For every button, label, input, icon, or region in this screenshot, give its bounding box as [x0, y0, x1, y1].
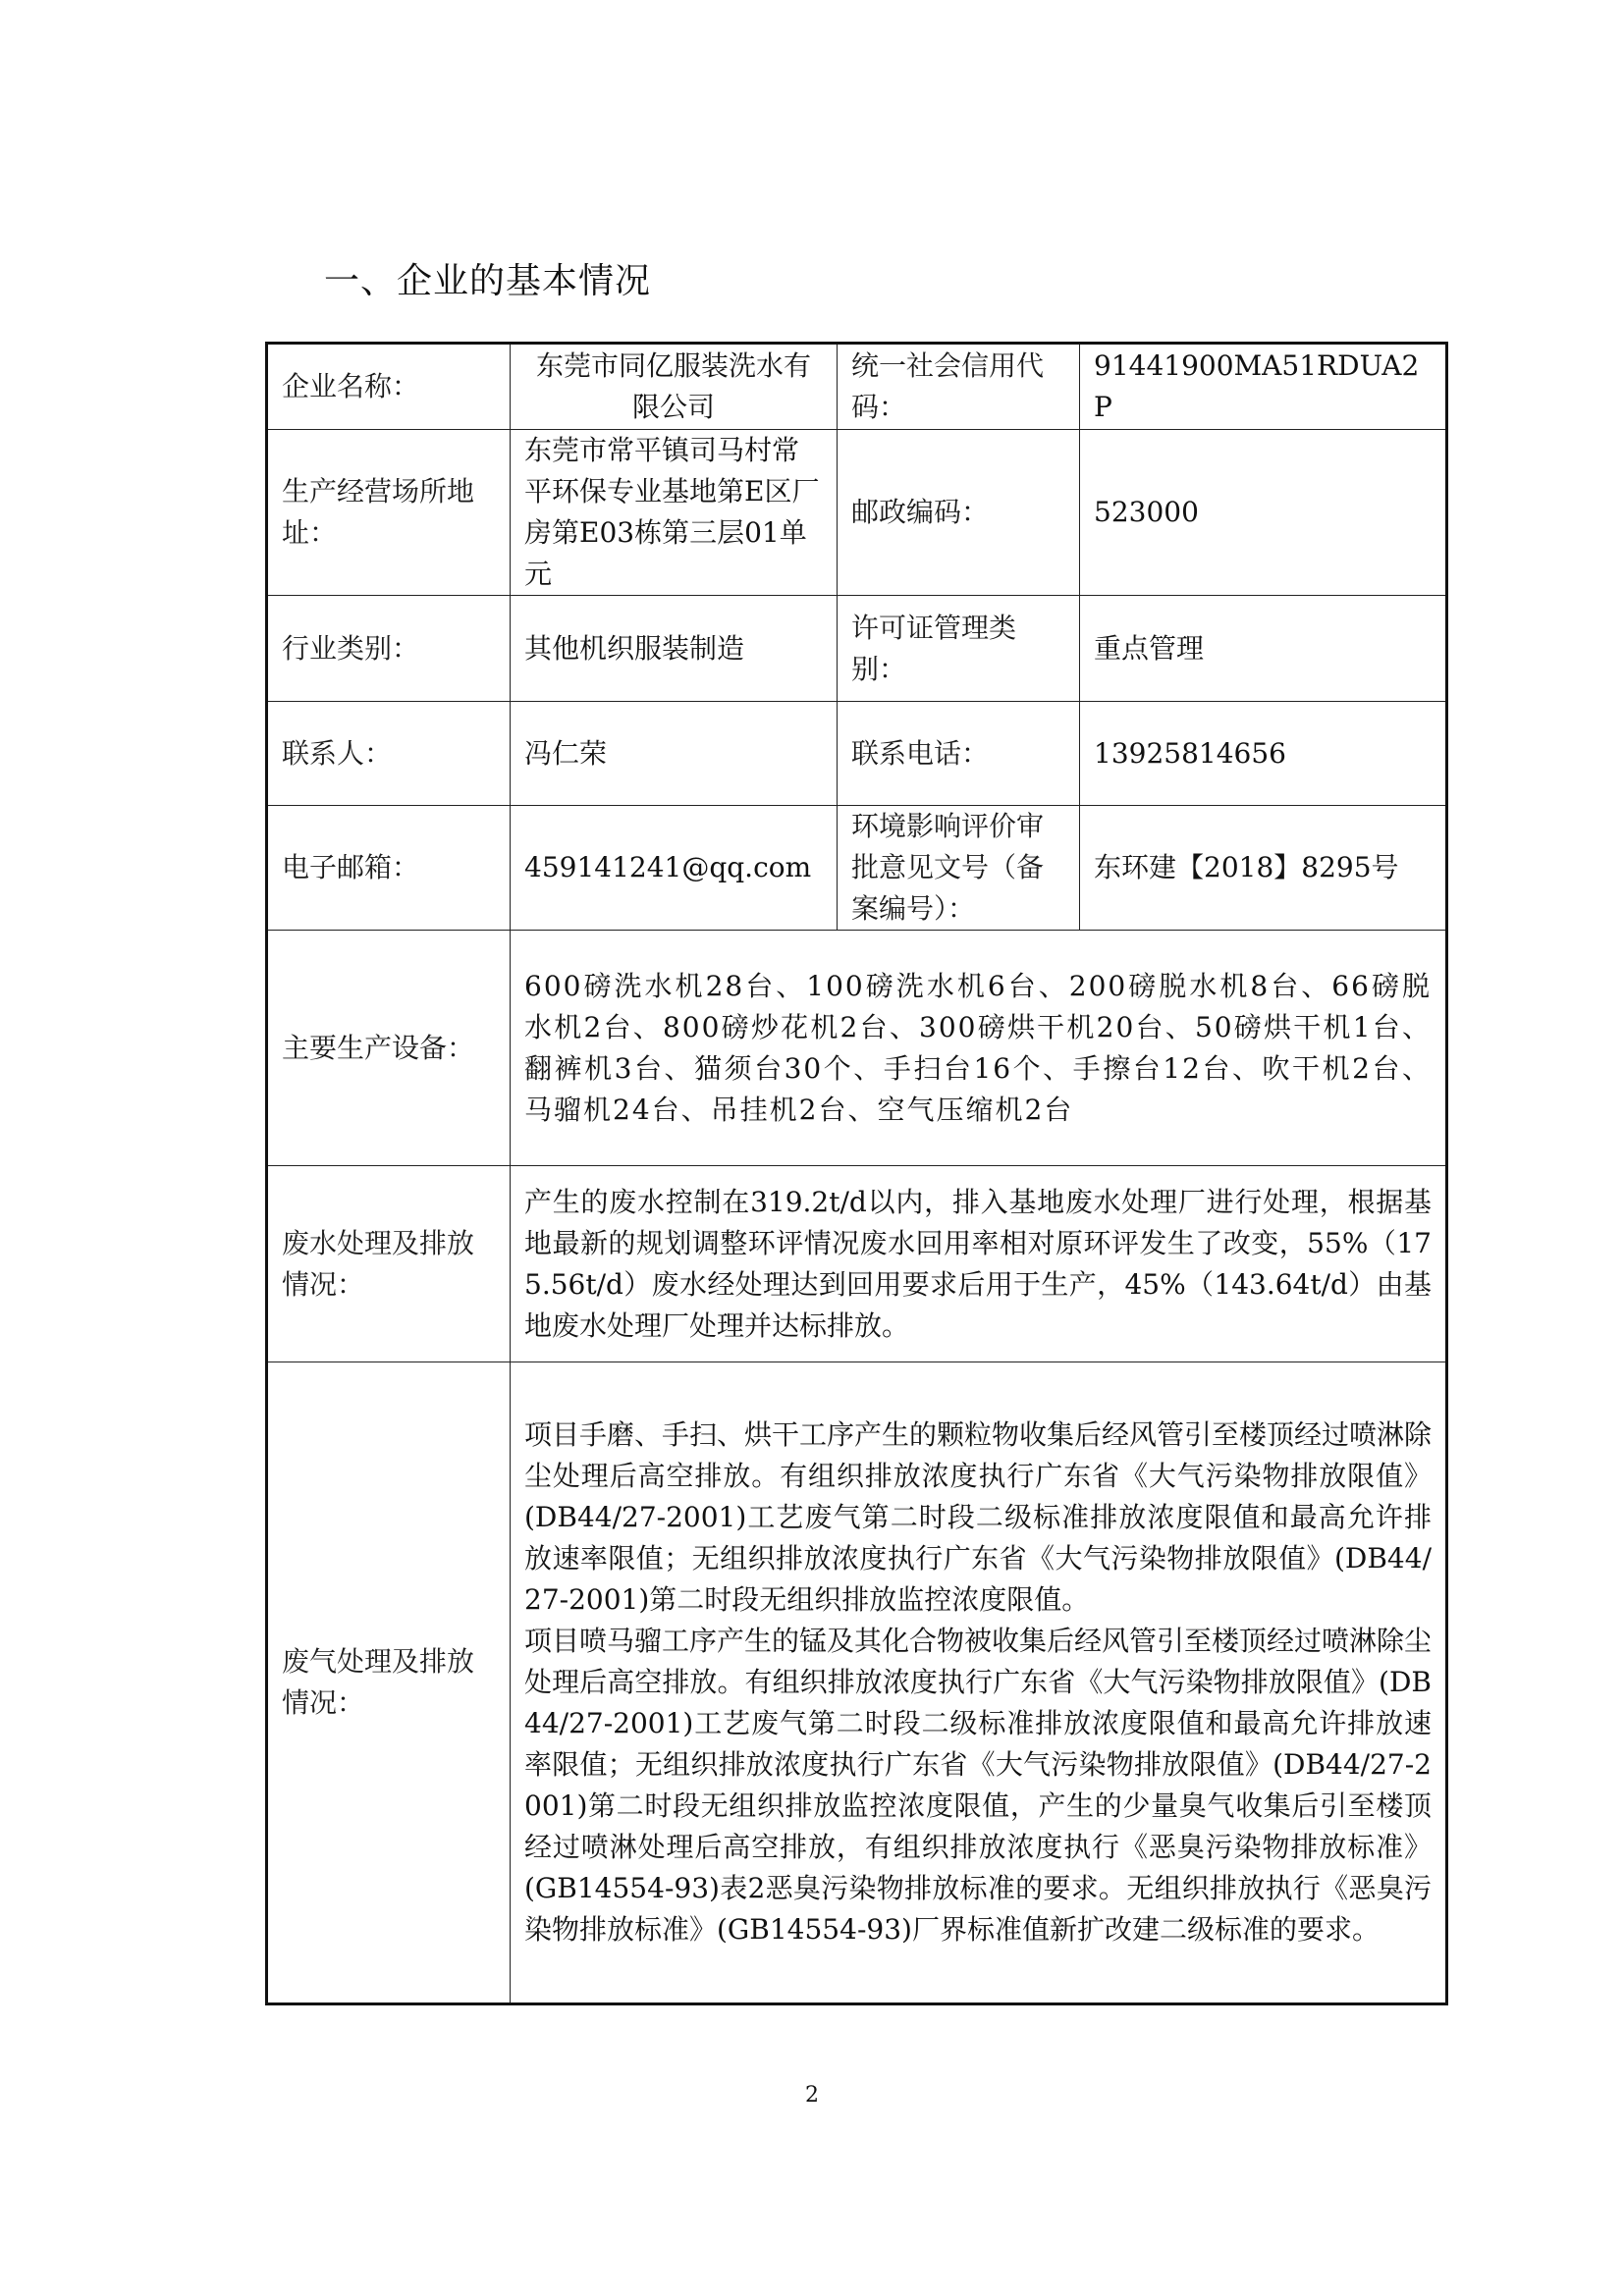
equipment-label: 主要生产设备：	[267, 931, 511, 1166]
phone-label: 联系电话：	[838, 702, 1080, 806]
industry-label: 行业类别：	[267, 596, 511, 702]
eia-approval-label: 环境影响评价审批意见文号（备案编号）：	[838, 806, 1080, 931]
table-row	[267, 430, 1447, 596]
exhaust-value	[511, 1362, 1447, 2004]
table-row	[267, 1362, 1447, 2004]
phone-value: 13925814656	[1080, 702, 1447, 806]
industry-value: 其他机织服装制造	[511, 596, 838, 702]
table-row	[267, 931, 1447, 1166]
address-value: 东莞市常平镇司马村常平环保专业基地第E区厂房第E03栋第三层01单元	[511, 430, 838, 596]
table-row	[267, 1166, 1447, 1362]
table-row	[267, 806, 1447, 931]
postal-code-value: 523000	[1080, 430, 1447, 596]
enterprise-info-table	[265, 342, 1448, 2005]
table-row	[267, 596, 1447, 702]
equipment-value: 600磅洗水机28台、100磅洗水机6台、200磅脱水机8台、66磅脱 水机2台、800磅炒花机2台、300磅烘干机20台、50磅烘干机1台、翻裤机3台、猫须台30个、手扫台16个、手擦台12台、吹干机2台、马骝机24台、吊挂机2台、空气压缩机2台	[511, 931, 1447, 1166]
exhaust-label: 废气处理及排放情况：	[267, 1362, 511, 2004]
table-row	[267, 702, 1447, 806]
page-number: 2	[805, 2083, 819, 2108]
credit-code-value: 91441900MA51RDUA2P	[1080, 344, 1447, 430]
table-row	[267, 344, 1447, 430]
eia-approval-value: 东环建【2018】8295号	[1080, 806, 1447, 931]
email-label: 电子邮箱：	[267, 806, 511, 931]
credit-code-label: 统一社会信用代码：	[838, 344, 1080, 430]
address-label: 生产经营场所地址：	[267, 430, 511, 596]
exhaust-paragraph-1: 项目手磨、手扫、烘干工序产生的颗粒物收集后经风管引至楼顶经过喷淋除尘处理后高空排放。有组织排放浓度执行广东省《大气污染物排放限值》(DB44/27-2001)工艺废气第二时段二级标准排放浓度限值和最高允许排放速率限值；无组织排放浓度执行广东省《大气污染物排放限值》(DB44/27-2001)第二时段无组织排放监控浓度限值。	[524, 1418, 1433, 1616]
wastewater-value: 产生的废水控制在319.2t/d以内，排入基地废水处理厂进行处理，根据基地最新的规划调整环评情况废水回用率相对原环评发生了改变，55%（175.56t/d）废水经处理达到回用要求后用于生产，45%（143.64t/d）由基地废水处理厂处理并达标排放。	[511, 1166, 1447, 1362]
wastewater-label: 废水处理及排放情况：	[267, 1166, 511, 1362]
contact-person-value: 冯仁荣	[511, 702, 838, 806]
contact-person-label: 联系人：	[267, 702, 511, 806]
company-name-label: 企业名称：	[267, 344, 511, 430]
license-category-label: 许可证管理类别：	[838, 596, 1080, 702]
email-value: 459141241@qq.com	[511, 806, 838, 931]
postal-code-label: 邮政编码：	[838, 430, 1080, 596]
section-title: 一、企业的基本情况	[324, 261, 652, 301]
exhaust-paragraph-2: 项目喷马骝工序产生的锰及其化合物被收集后经风管引至楼顶经过喷淋除尘处理后高空排放。有组织排放浓度执行广东省《大气污染物排放限值》(DB44/27-2001)工艺废气第二时段二级标准排放浓度限值和最高允许排放速率限值；无组织排放浓度执行广东省《大气污染物排放限值》(DB44/27-2001)第二时段无组织排放监控浓度限值，产生的少量臭气收集后引至楼顶经过喷淋处理后高空排放，有组织排放浓度执行《恶臭污染物排放标准》(GB14554-93)表2恶臭污染物排放标准的要求。无组织排放执行《恶臭污染物排放标准》(GB14554-93)厂界标准值新扩改建二级标准的要求。	[524, 1625, 1433, 1946]
company-name-value: 东莞市同亿服装洗水有限公司	[511, 344, 838, 430]
license-category-value: 重点管理	[1080, 596, 1447, 702]
